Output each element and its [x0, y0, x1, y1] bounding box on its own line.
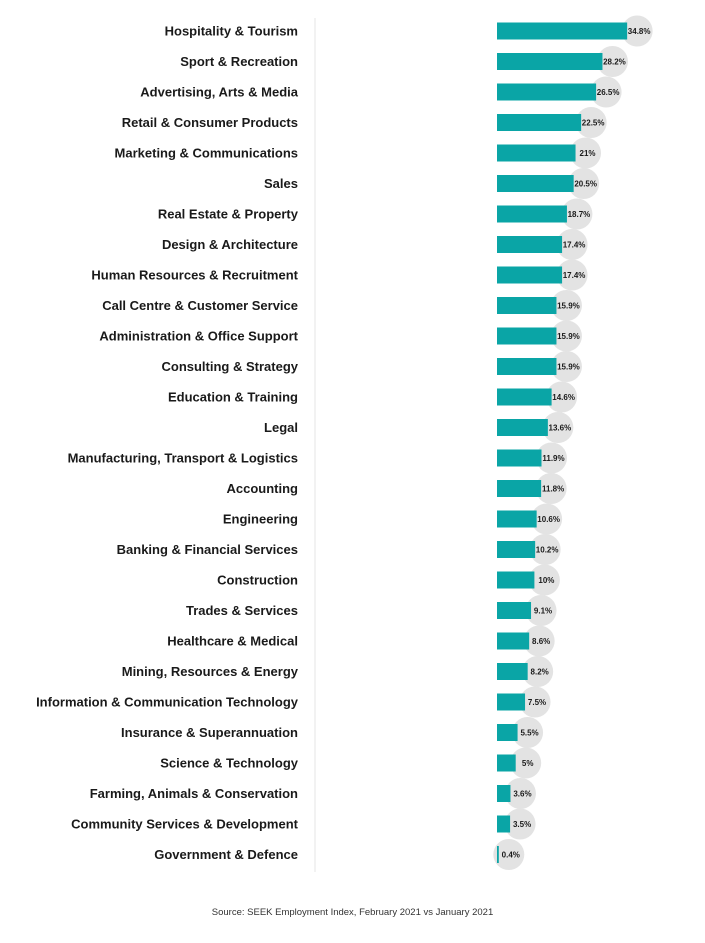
- category-label: Insurance & Superannuation: [121, 725, 298, 740]
- category-label: Administration & Office Support: [99, 328, 298, 344]
- bar: [497, 572, 534, 589]
- value-label: 18.7%: [567, 210, 591, 219]
- category-label: Accounting: [226, 481, 298, 496]
- value-label: 10%: [538, 576, 555, 585]
- bar: [497, 816, 510, 833]
- value-label: 22.5%: [581, 118, 605, 128]
- category-label: Marketing & Communications: [114, 145, 298, 161]
- bar: [497, 23, 627, 40]
- value-label: 8.6%: [532, 637, 551, 646]
- bar: [497, 328, 556, 345]
- bar: [497, 236, 562, 253]
- category-label: Call Centre & Customer Service: [102, 298, 298, 313]
- bar: [497, 114, 581, 131]
- value-label: 15.9%: [557, 362, 580, 372]
- category-label: Manufacturing, Transport & Logistics: [67, 450, 298, 466]
- bar: [497, 145, 576, 162]
- category-label: Advertising, Arts & Media: [140, 84, 298, 100]
- value-label: 14.6%: [552, 393, 575, 402]
- value-label: 0.4%: [501, 850, 520, 860]
- category-label: Sport & Recreation: [180, 54, 298, 69]
- value-label: 11.9%: [542, 454, 565, 463]
- bars-group: [36, 16, 653, 871]
- bar: [497, 663, 528, 680]
- bar: [497, 358, 556, 375]
- value-label: 10.6%: [537, 515, 560, 524]
- bar: [497, 785, 510, 802]
- bar: [497, 602, 531, 619]
- category-label: Farming, Animals & Conservation: [89, 786, 298, 801]
- category-label: Mining, Resources & Energy: [121, 664, 298, 679]
- category-label: Banking & Financial Services: [116, 542, 298, 557]
- bar: [497, 450, 542, 467]
- value-label: 5%: [521, 759, 534, 768]
- bar: [497, 297, 556, 314]
- bar: [497, 511, 537, 528]
- value-label: 8.2%: [530, 667, 549, 677]
- bar: [497, 267, 562, 284]
- value-label: 15.9%: [557, 301, 580, 311]
- category-label: Retail & Consumer Products: [121, 115, 298, 130]
- bar: [497, 84, 596, 101]
- bar: [497, 755, 516, 772]
- category-label: Science & Technology: [160, 755, 298, 771]
- bar: [497, 206, 567, 223]
- category-label: Information & Communication Technology: [36, 694, 298, 710]
- value-label: 34.8%: [627, 27, 651, 36]
- bar: [497, 724, 518, 741]
- bar: [497, 175, 574, 192]
- category-label: Healthcare & Medical: [167, 633, 298, 649]
- category-label: Community Services & Development: [71, 816, 298, 832]
- value-label: 10.2%: [535, 545, 559, 555]
- bar: [497, 541, 535, 558]
- category-label: Sales: [264, 176, 298, 191]
- bar: [497, 419, 548, 436]
- bar: [497, 694, 525, 711]
- category-label: Government & Defence: [154, 847, 298, 862]
- bar: [497, 53, 602, 70]
- category-label: Real Estate & Property: [157, 206, 298, 222]
- value-label: 9.1%: [533, 606, 553, 616]
- value-label: 15.9%: [557, 332, 580, 341]
- value-label: 17.4%: [562, 271, 586, 280]
- value-label: 13.6%: [548, 423, 572, 433]
- category-label: Education & Training: [167, 389, 298, 405]
- bar: [497, 389, 552, 406]
- category-label: Construction: [217, 572, 298, 588]
- bar: [497, 846, 499, 863]
- value-label: 7.5%: [527, 698, 547, 707]
- value-label: 28.2%: [603, 57, 626, 67]
- category-label: Engineering: [222, 511, 298, 527]
- value-label: 26.5%: [596, 88, 620, 97]
- value-label: 21%: [579, 149, 596, 158]
- source-note: Source: SEEK Employment Index, February 2021 vs January 2021: [211, 907, 494, 918]
- category-label: Design & Architecture: [161, 237, 298, 252]
- category-label: Consulting & Strategy: [161, 359, 298, 374]
- value-label: 3.6%: [513, 789, 532, 799]
- bar: [497, 633, 529, 650]
- value-label: 11.8%: [542, 484, 565, 494]
- value-label: 20.5%: [574, 179, 598, 189]
- category-label: Trades & Services: [185, 603, 298, 618]
- category-label: Legal: [264, 420, 298, 435]
- value-label: 3.5%: [512, 820, 532, 829]
- bar: [497, 480, 541, 497]
- category-label: Human Resources & Recruitment: [91, 267, 298, 283]
- value-label: 17.4%: [562, 240, 586, 250]
- value-label: 5.5%: [520, 728, 539, 738]
- category-label: Hospitality & Tourism: [164, 23, 298, 39]
